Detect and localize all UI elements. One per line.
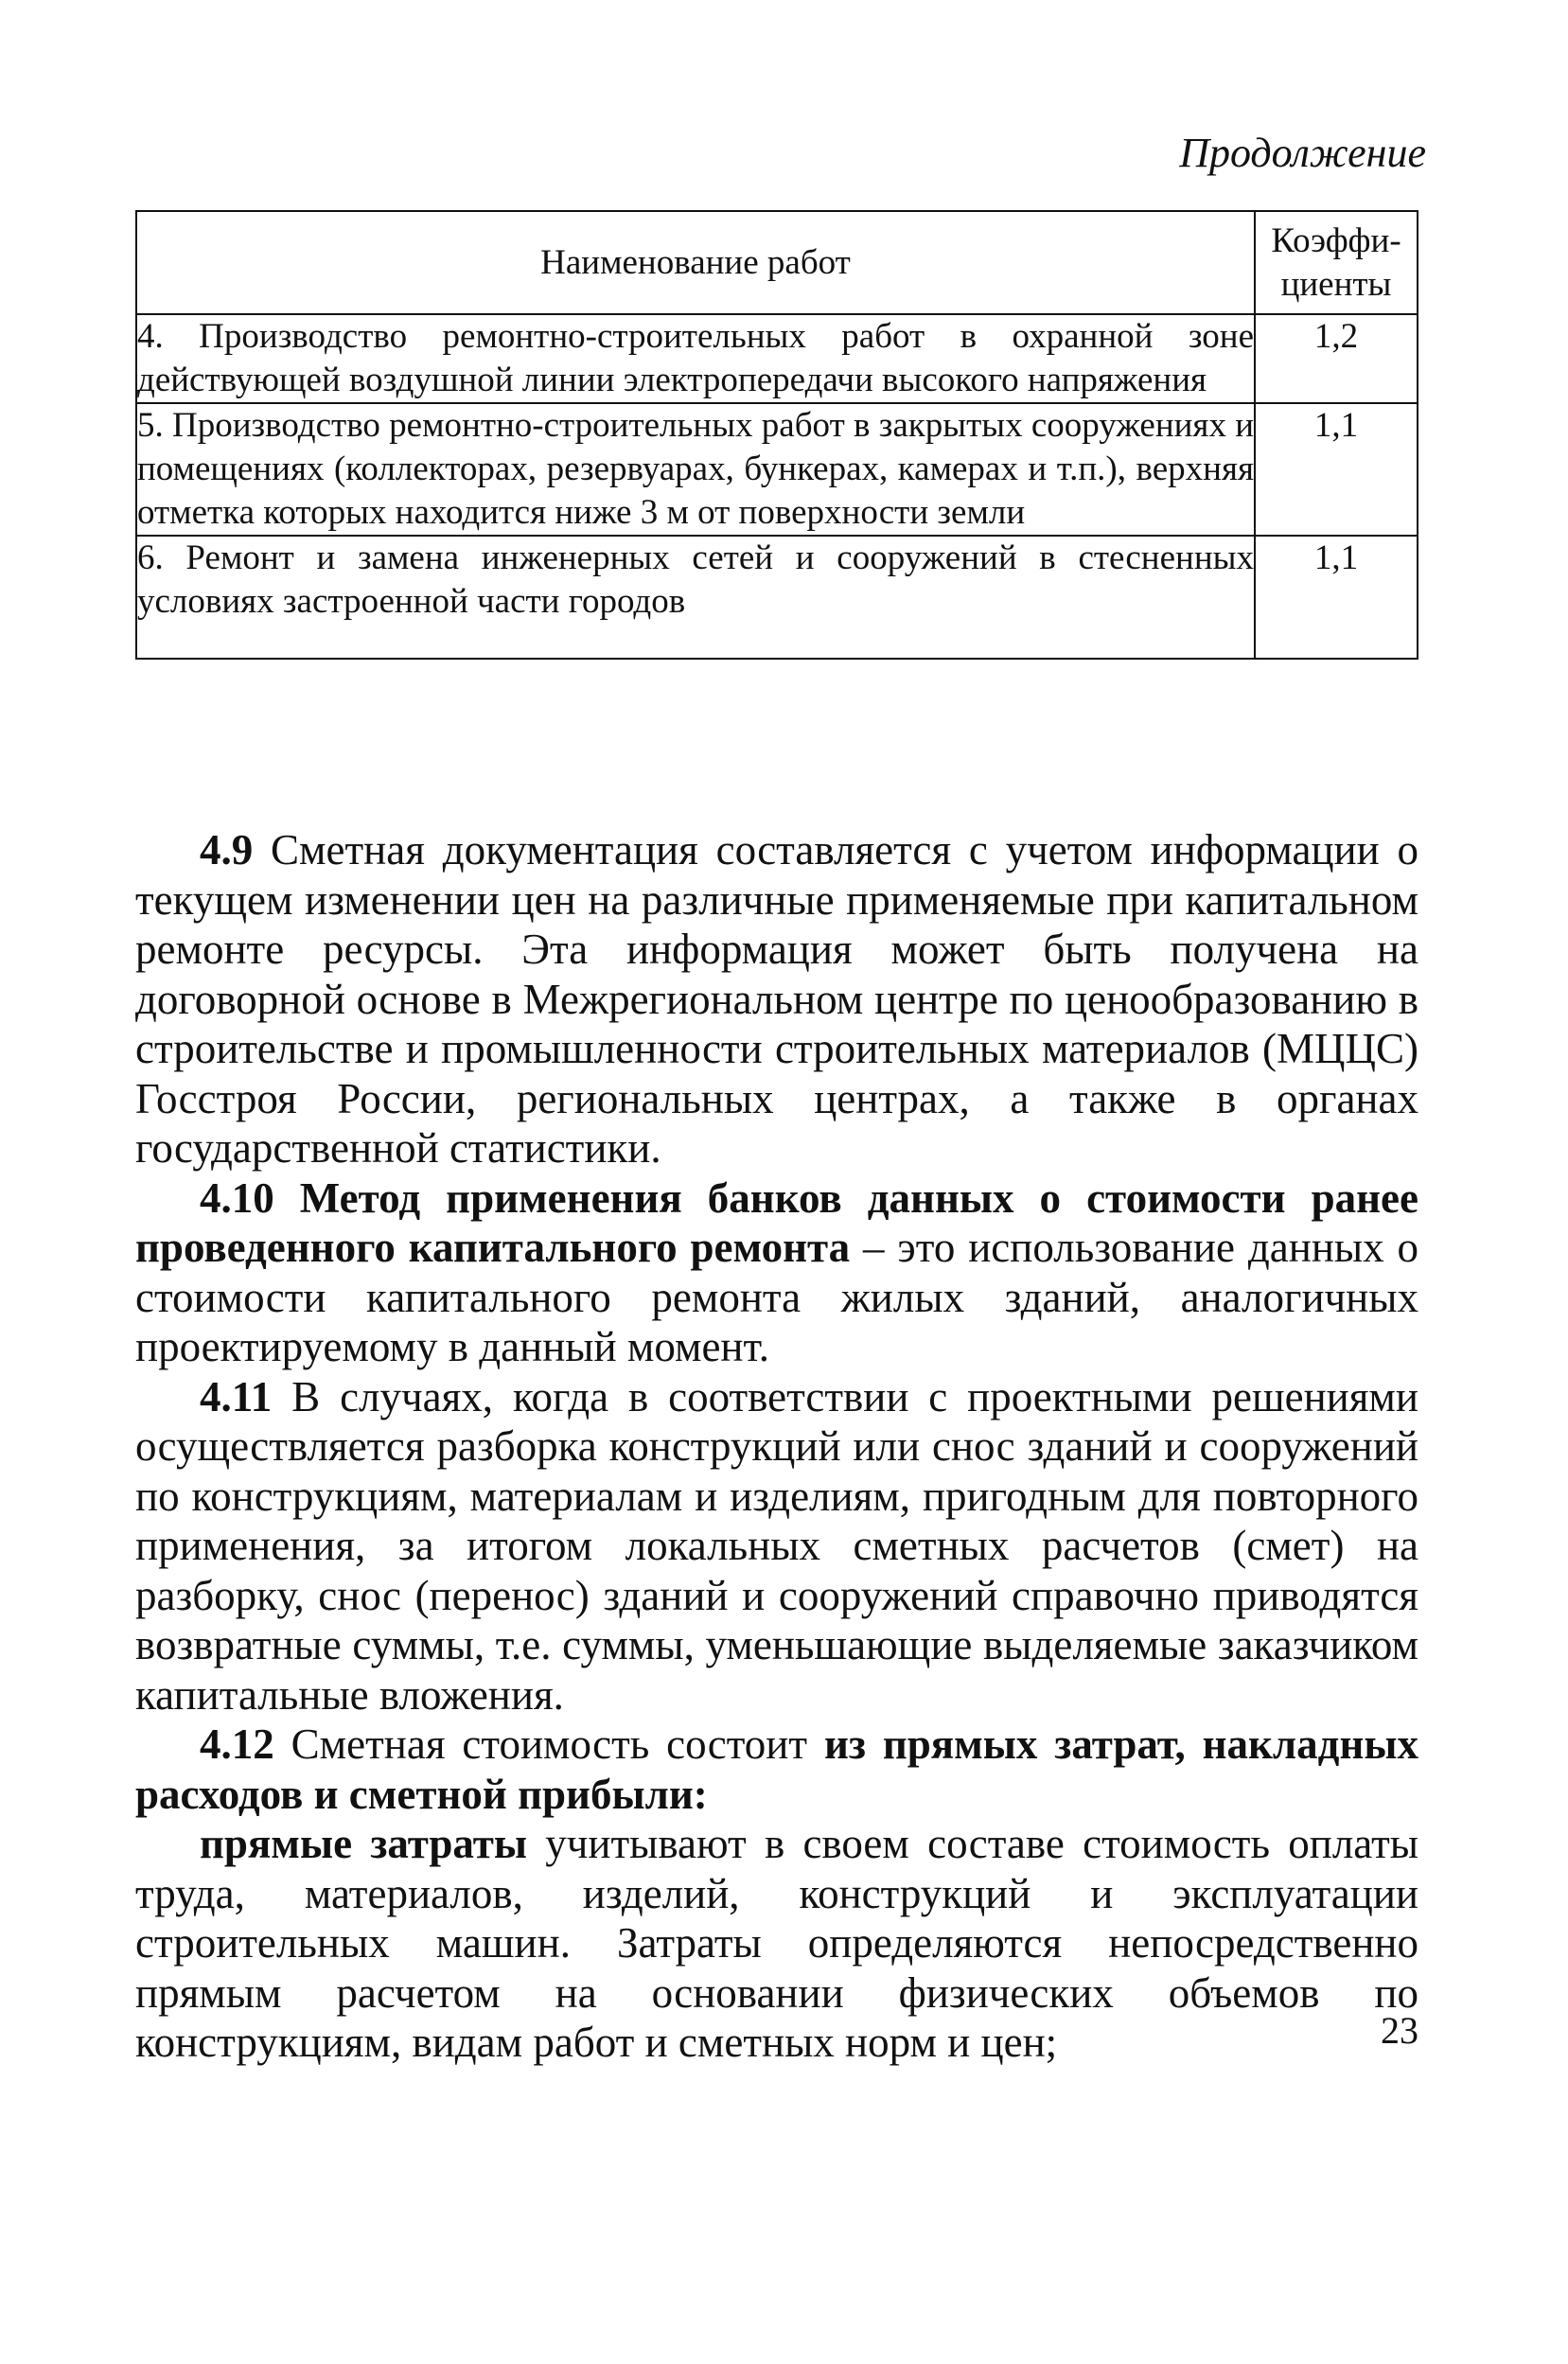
paragraph-4-12 bbox=[135, 1720, 1418, 1819]
coefficient-cell: 1,1 bbox=[1255, 536, 1418, 659]
continuation-label: Продолжение bbox=[1179, 130, 1426, 176]
table-row bbox=[136, 314, 1418, 403]
paragraph-text: Сметная документация составляется с учетом информации о текущем изменении цен на различные применяемые при капитальном ремонте ресурсы. Эта информация может быть получена на договорной основе в Межрегиональном центре по ценообразованию в строительстве и промышленности строительных материалов (МЦЦС) Госстроя России, региональных центрах, а также в органах государственной статистики. bbox=[135, 826, 1418, 1172]
paragraph-number: 4.11 bbox=[200, 1372, 273, 1420]
paragraph-number: 4.9 bbox=[200, 826, 254, 873]
paragraph-text: В случаях, когда в соответствии с проектными решениями осуществляется разборка конструкций или снос зданий и сооружений по конструкциям, материалам и изделиям, пригодным для повторного применения, за итогом локальных сметных расчетов (смет) на разборку, снос (перенос) зданий и сооружений справочно приводятся возвратные суммы, т.е. суммы, уменьшающие выделяемые заказчиком капитальные вложения. bbox=[135, 1372, 1418, 1719]
table-row bbox=[136, 536, 1418, 659]
coefficient-cell: 1,2 bbox=[1255, 314, 1418, 403]
paragraph-number: 4.10 bbox=[200, 1173, 274, 1222]
paragraph-bold-term: Метод применения банков данных о стоимости ранее проведенного капитального ремонта bbox=[135, 1173, 1418, 1271]
table-header-row bbox=[136, 211, 1418, 314]
column-header-name: Наименование работ bbox=[136, 211, 1255, 314]
paragraph-text: Сметная стоимость состоит bbox=[273, 1720, 824, 1768]
paragraph-direct-costs bbox=[135, 1819, 1418, 2068]
paragraph-text: учитывают в своем составе стоимость оплаты труда, материалов, изделий, конструкций и эксплуатации строительных машин. Затраты определяются непосредственно прямым расчетом на основании физических объемов по конструкциям, видам работ и сметных норм и цен; bbox=[135, 1820, 1419, 2066]
work-name-cell: 4. Производство ремонтно-строительных работ в охранной зоне действующей воздушной линии электропередачи высокого напряжения bbox=[136, 314, 1255, 403]
coefficient-cell: 1,1 bbox=[1255, 403, 1418, 536]
page-number: 23 bbox=[1381, 2009, 1418, 2052]
work-name-cell: 6. Ремонт и замена инженерных сетей и сооружений в стесненных условиях застроенной части городов bbox=[136, 536, 1255, 659]
paragraph-text: – это использование данных о стоимости капитального ремонта жилых зданий, аналогичных проектируемому в данный момент. bbox=[135, 1224, 1419, 1370]
table-row bbox=[136, 403, 1418, 536]
paragraph-number: 4.12 bbox=[200, 1720, 274, 1768]
paragraph-4-9 bbox=[135, 825, 1418, 1173]
body-text bbox=[135, 825, 1418, 2068]
paragraph-bold-term: из прямых затрат, накладных расходов и сметной прибыли: bbox=[135, 1720, 1419, 1818]
work-name-cell: 5. Производство ремонтно-строительных работ в закрытых сооружениях и помещениях (коллекторах, резервуарах, бункерах, камерах и т.п.), верхняя отметка которых находится ниже 3 м от поверхности земли bbox=[136, 403, 1255, 536]
coefficients-table bbox=[135, 210, 1418, 660]
column-header-coef: Коэффи- циенты bbox=[1255, 211, 1418, 314]
paragraph-4-10 bbox=[135, 1173, 1418, 1372]
paragraph-4-11 bbox=[135, 1372, 1418, 1720]
paragraph-bold-term: прямые затраты bbox=[200, 1820, 527, 1867]
